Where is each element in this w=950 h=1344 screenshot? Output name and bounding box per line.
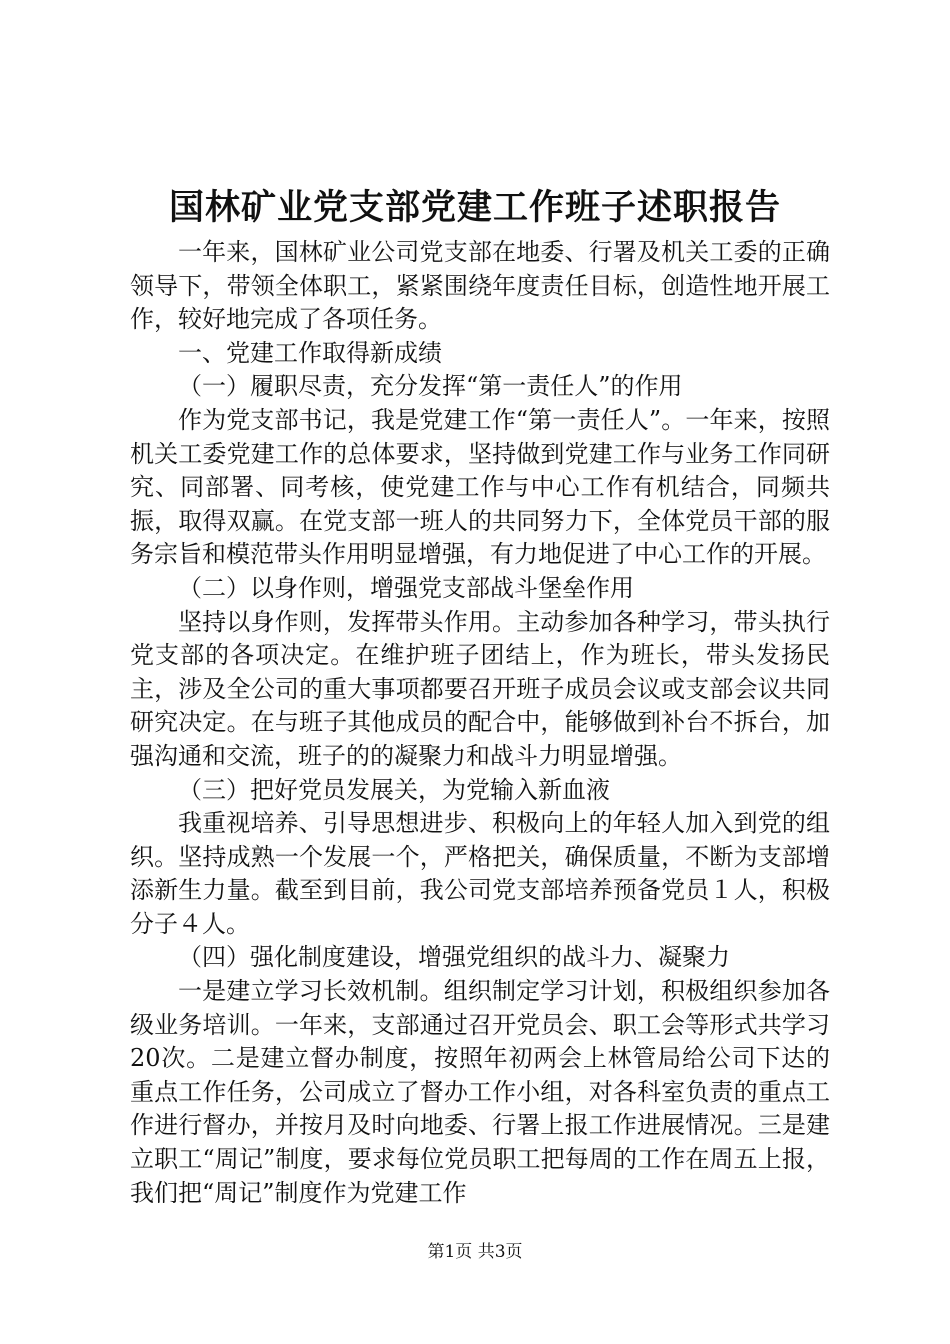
section-heading: （四）强化制度建设，增强党组织的战斗力、凝聚力 (178, 943, 730, 972)
document-title: 国林矿业党支部党建工作班子述职报告 (168, 187, 781, 228)
section-heading: （三）把好党员发展关，为党输入新血液 (178, 775, 610, 804)
section-heading: （一）履职尽责，充分发挥“第一责任人”的作用 (178, 372, 683, 401)
body-paragraph: 我重视培养、引导思想进步、积极向上的年轻人加入到党的组织。坚持成熟一个发展一个，严格把关，确保质量，不断为支部增添新生力量。截至到目前，我公司党支部培养预备党员１人，积极分子４人。 (130, 809, 830, 938)
body-paragraph: 一是建立学习长效机制。组织制定学习计划，积极组织参加各级业务培训。一年来，支部通过召开党员会、职工会等形式共学习20次。二是建立督办制度，按照年初两会上林管局给公司下达的重点工作任务，公司成立了督办工作小组，对各科室负责的重点工作进行督办，并按月及时向地委、行署上报工作进展情况。三是建立职工“周记”制度，要求每位党员职工把每周的工作在周五上报，我们把“周记”制度作为党建工作 (130, 977, 830, 1207)
page-footer: 第1页 共3页 (427, 1242, 523, 1262)
document-body (130, 236, 830, 1210)
body-paragraph: 一年来，国林矿业公司党支部在地委、行署及机关工委的正确领导下，带领全体职工，紧紧围绕年度责任目标，创造性地开展工作，较好地完成了各项任务。 (130, 238, 830, 334)
section-heading: （二）以身作则，增强党支部战斗堡垒作用 (178, 573, 634, 602)
body-paragraph: 作为党支部书记，我是党建工作“第一责任人”。一年来，按照机关工委党建工作的总体要求，坚持做到党建工作与业务工作同研究、同部署、同考核，使党建工作与中心工作有机结合，同频共振，取得双赢。在党支部一班人的共同努力下，全体党员干部的服务宗旨和模范带头作用明显增强，有力地促进了中心工作的开展。 (130, 405, 830, 569)
section-heading: 一、党建工作取得新成绩 (178, 338, 442, 367)
body-paragraph: 坚持以身作则，发挥带头作用。主动参加各种学习，带头执行党支部的各项决定。在维护班子团结上，作为班长，带头发扬民主，涉及全公司的重大事项都要召开班子成员会议或支部会议共同研究决定。在与班子其他成员的配合中，能够做到补台不拆台，加强沟通和交流，班子的的凝聚力和战斗力明显增强。 (130, 607, 830, 770)
